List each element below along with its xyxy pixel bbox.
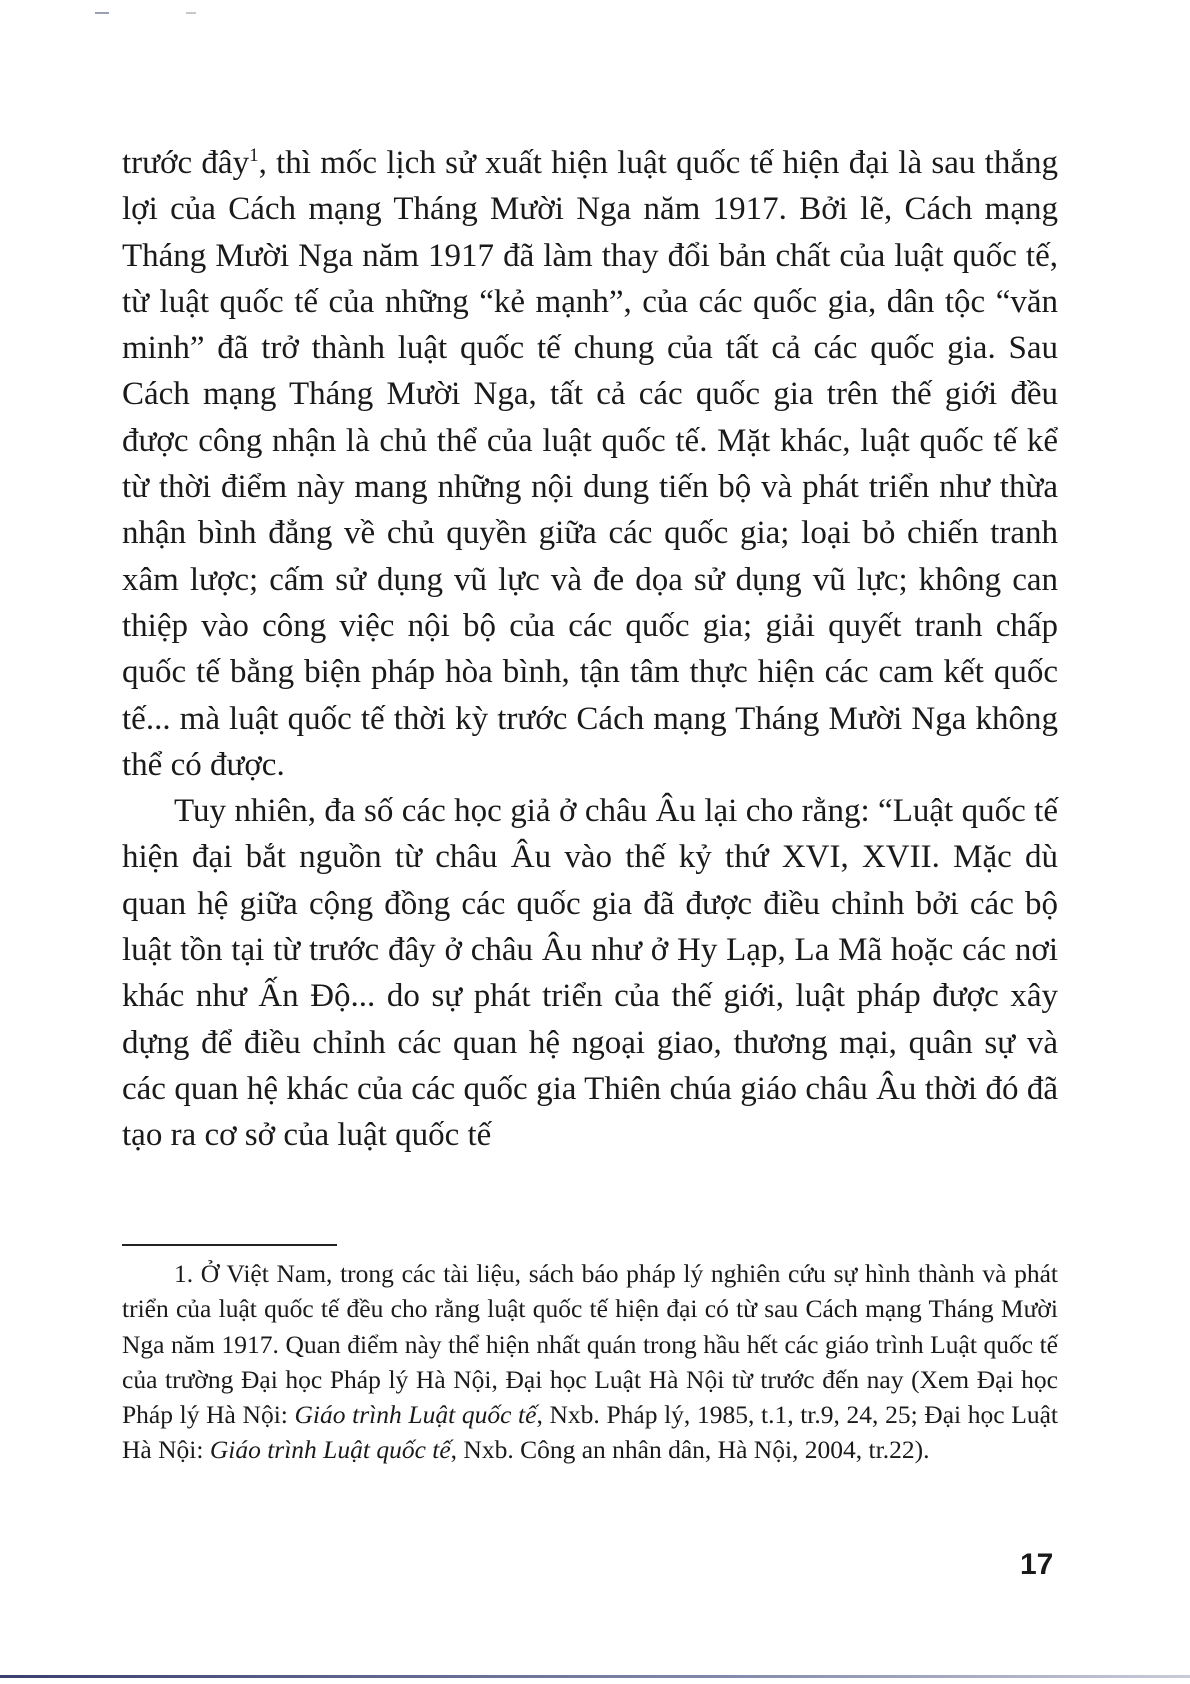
footnote-text: 1. Ở Việt Nam, trong các tài liệu, sách báo pháp lý nghiên cứu sự hình thành và phát triển của luật quốc tế đều cho rằng luật quốc tế hiện đại có từ sau Cách mạng Tháng Mười Nga năm 1917. Quan điểm này thể hiện nhất quán trong hầu hết các giáo trình Luật quốc tế của trường Đại học Pháp lý Hà Nội, Đại học Luật Hà Nội từ trước đến nay (Xem Đại học Pháp lý Hà Nội: [122,1259,1058,1430]
page-body [122,140,1058,1159]
footnote-text: , Nxb. Công an nhân dân, Hà Nội, 2004, tr.22). [450,1435,930,1465]
footnote-reference: 1 [249,145,259,166]
footnote-divider [122,1244,337,1246]
scan-mark [95,12,109,14]
page-number: 17 [1020,1548,1054,1581]
paragraph-text: , thì mốc lịch sử xuất hiện luật quốc tế hiện đại là sau thắng lợi của Cách mạng Tháng Mười Nga năm 1917. Bởi lẽ, Cách mạng Tháng Mười Nga năm 1917 đã làm thay đổi bản chất của luật quốc tế, từ luật quốc tế của những “kẻ mạnh”, của các quốc gia, dân tộc “văn minh” đã trở thành luật quốc tế chung của tất cả các quốc gia. Sau Cách mạng Tháng Mười Nga, tất cả các quốc gia trên thế giới đều được công nhận là chủ thể của luật quốc tế. Mặt khác, luật quốc tế kể từ thời điểm này mang những nội dung tiến bộ và phát triển như thừa nhận bình đẳng về chủ quyền giữa các quốc gia; loại bỏ chiến tranh xâm lược; cấm sử dụng vũ lực và đe dọa sử dụng vũ lực; không can thiệp vào công việc nội bộ của các quốc gia; giải quyết tranh chấp quốc tế bằng biện pháp hòa bình, tận tâm thực hiện các cam kết quốc tế... mà luật quốc tế thời kỳ trước Cách mạng Tháng Mười Nga không thể có được. [122,145,1058,783]
book-title: Giáo trình Luật quốc tế [294,1400,537,1430]
scan-edge [0,1675,1190,1678]
footnote-text: , Nxb. Pháp lý, 1985, t.1, tr.9, 24, 25; Đại học Luật Hà Nội: [122,1400,1058,1465]
body-paragraph-2: Tuy nhiên, đa số các học giả ở châu Âu lại cho rằng: “Luật quốc tế hiện đại bắt nguồn từ châu Âu vào thế kỷ thứ XVI, XVII. Mặc dù quan hệ giữa cộng đồng các quốc gia đã được điều chỉnh bởi các bộ luật tồn tại từ trước đây ở châu Âu như ở Hy Lạp, La Mã hoặc các nơi khác như Ấn Độ... do sự phát triển của thế giới, luật pháp được xây dựng để điều chỉnh các quan hệ ngoại giao, thương mại, quân sự và các quan hệ khác của các quốc gia Thiên chúa giáo châu Âu thời đó đã tạo ra cơ sở của luật quốc tế [122,793,1058,1154]
body-paragraph-1 [122,140,1058,788]
scan-mark [186,12,196,14]
footnote [122,1256,1058,1468]
paragraph-text: trước đây [122,145,250,181]
book-title: Giáo trình Luật quốc tế [209,1435,451,1465]
